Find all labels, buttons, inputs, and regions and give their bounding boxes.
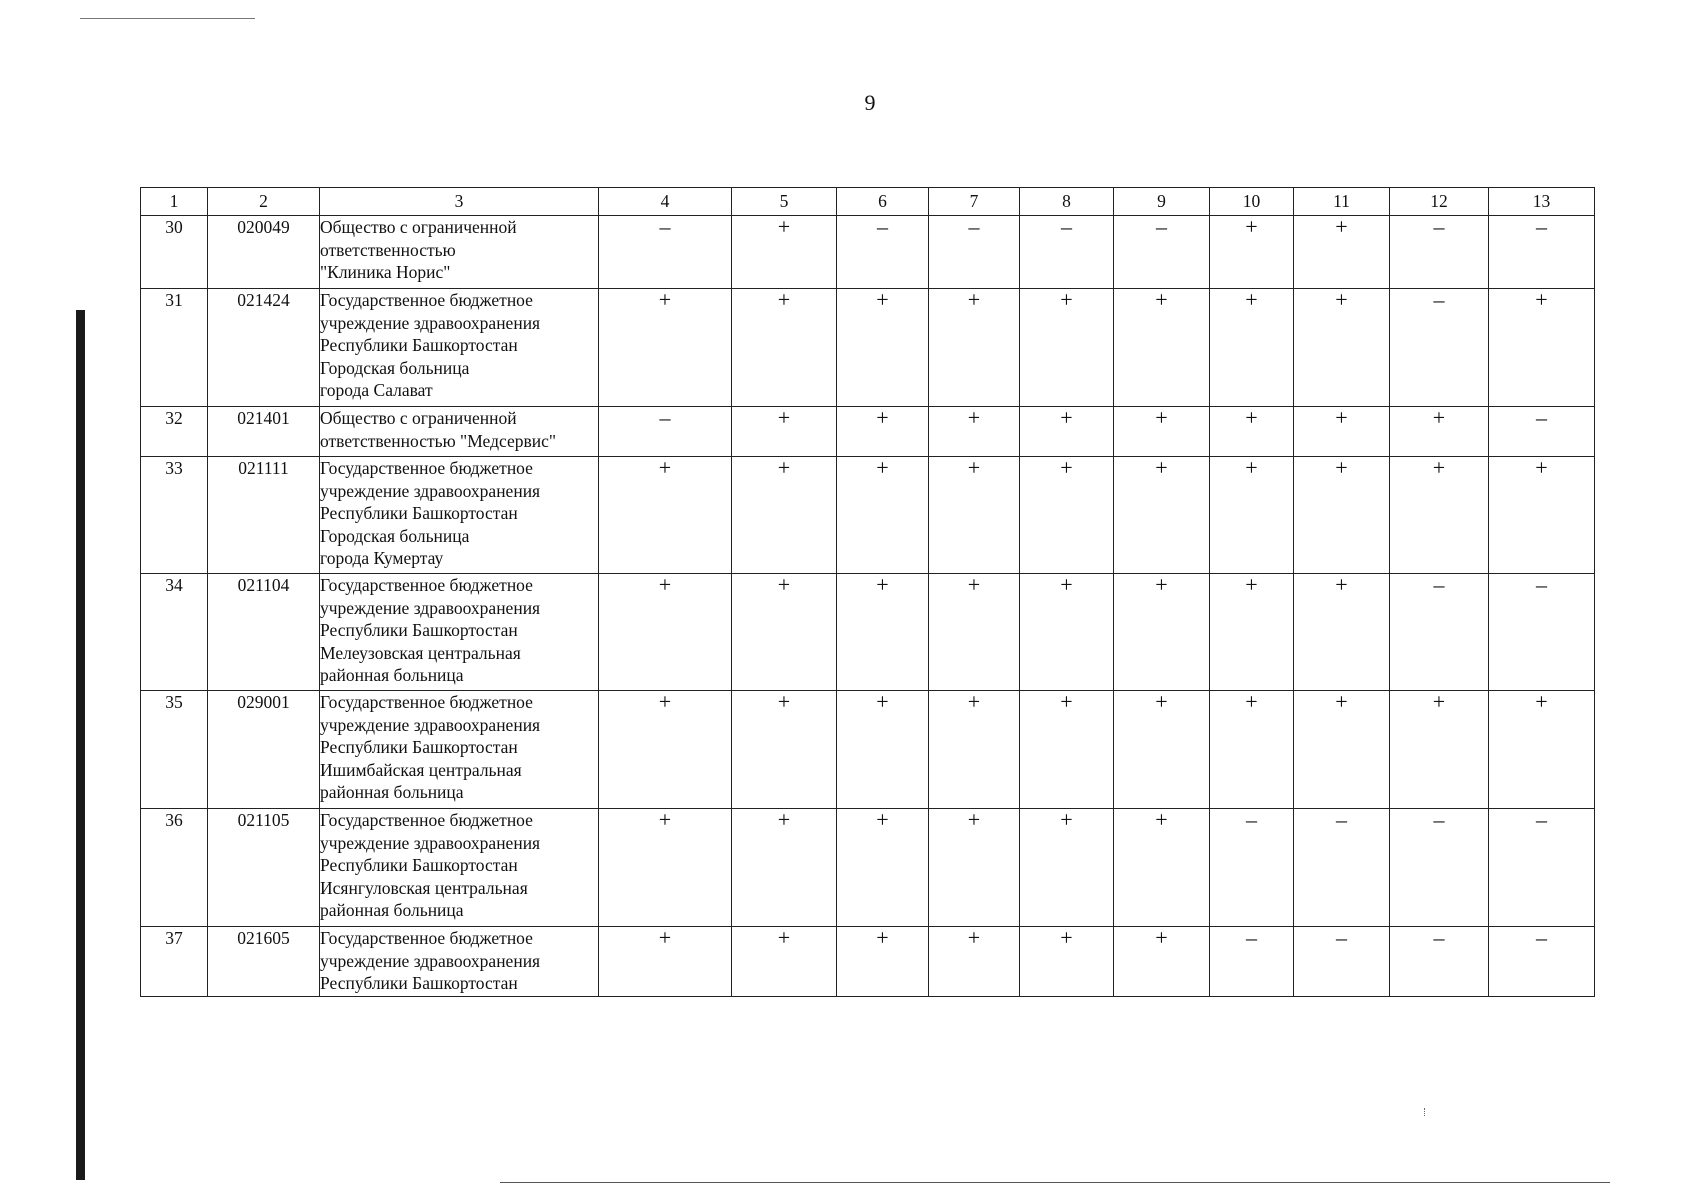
flag-cell-col-5: + xyxy=(732,809,837,927)
table-row xyxy=(141,574,1595,691)
flag-cell-col-13: + xyxy=(1489,691,1595,809)
organization-name: Государственное бюджетное учреждение здравоохранения Республики Башкортостан Городская больница города Кумертау xyxy=(320,457,599,574)
flag-cell-col-6: – xyxy=(837,216,929,289)
organization-name: Государственное бюджетное учреждение здравоохранения Республики Башкортостан Мелеузовская центральная районная больница xyxy=(320,574,599,691)
scan-binding-edge xyxy=(76,310,85,1180)
flag-cell-col-5: + xyxy=(732,289,837,407)
flag-cell-col-9: – xyxy=(1114,216,1210,289)
column-header-10: 10 xyxy=(1210,188,1294,216)
flag-cell-col-10: + xyxy=(1210,691,1294,809)
flag-cell-col-13: – xyxy=(1489,809,1595,927)
scan-bottom-rule xyxy=(500,1182,1610,1183)
row-number: 32 xyxy=(141,407,208,457)
column-header-2: 2 xyxy=(208,188,320,216)
column-header-9: 9 xyxy=(1114,188,1210,216)
organization-name: Государственное бюджетное учреждение здравоохранения Республики Башкортостан xyxy=(320,927,599,997)
flag-cell-col-12: – xyxy=(1390,574,1489,691)
flag-cell-col-4: – xyxy=(599,407,732,457)
flag-cell-col-7: + xyxy=(929,457,1020,574)
table-row xyxy=(141,457,1595,574)
flag-cell-col-7: + xyxy=(929,927,1020,997)
flag-cell-col-5: + xyxy=(732,216,837,289)
flag-cell-col-7: – xyxy=(929,216,1020,289)
table-row xyxy=(141,216,1595,289)
flag-cell-col-8: + xyxy=(1020,927,1114,997)
registry-table xyxy=(140,187,1595,997)
table-row xyxy=(141,809,1595,927)
flag-cell-col-9: + xyxy=(1114,574,1210,691)
registry-code: 021605 xyxy=(208,927,320,997)
flag-cell-col-8: + xyxy=(1020,407,1114,457)
flag-cell-col-9: + xyxy=(1114,289,1210,407)
flag-cell-col-11: – xyxy=(1294,927,1390,997)
organization-name: Общество с ограниченной ответственностью "Клиника Норис" xyxy=(320,216,599,289)
row-number: 34 xyxy=(141,574,208,691)
flag-cell-col-10: + xyxy=(1210,407,1294,457)
flag-cell-col-5: + xyxy=(732,574,837,691)
flag-cell-col-4: + xyxy=(599,574,732,691)
row-number: 33 xyxy=(141,457,208,574)
flag-cell-col-13: – xyxy=(1489,407,1595,457)
column-header-3: 3 xyxy=(320,188,599,216)
flag-cell-col-8: – xyxy=(1020,216,1114,289)
flag-cell-col-11: + xyxy=(1294,691,1390,809)
flag-cell-col-10: + xyxy=(1210,216,1294,289)
organization-name: Государственное бюджетное учреждение здравоохранения Республики Башкортостан Исянгуловская центральная районная больница xyxy=(320,809,599,927)
column-header-13: 13 xyxy=(1489,188,1595,216)
flag-cell-col-10: + xyxy=(1210,289,1294,407)
flag-cell-col-8: + xyxy=(1020,809,1114,927)
flag-cell-col-9: + xyxy=(1114,691,1210,809)
flag-cell-col-4: + xyxy=(599,927,732,997)
registry-code: 021104 xyxy=(208,574,320,691)
column-header-6: 6 xyxy=(837,188,929,216)
table-row xyxy=(141,407,1595,457)
column-header-5: 5 xyxy=(732,188,837,216)
row-number: 36 xyxy=(141,809,208,927)
flag-cell-col-7: + xyxy=(929,407,1020,457)
registry-code: 021424 xyxy=(208,289,320,407)
flag-cell-col-12: + xyxy=(1390,457,1489,574)
flag-cell-col-9: + xyxy=(1114,809,1210,927)
flag-cell-col-12: – xyxy=(1390,809,1489,927)
flag-cell-col-12: + xyxy=(1390,691,1489,809)
flag-cell-col-7: + xyxy=(929,809,1020,927)
registry-code: 020049 xyxy=(208,216,320,289)
column-header-11: 11 xyxy=(1294,188,1390,216)
flag-cell-col-6: + xyxy=(837,809,929,927)
column-header-7: 7 xyxy=(929,188,1020,216)
table-row xyxy=(141,927,1595,997)
flag-cell-col-4: + xyxy=(599,809,732,927)
table-row xyxy=(141,691,1595,809)
column-header-4: 4 xyxy=(599,188,732,216)
flag-cell-col-4: – xyxy=(599,216,732,289)
flag-cell-col-4: + xyxy=(599,289,732,407)
flag-cell-col-7: + xyxy=(929,289,1020,407)
row-number: 30 xyxy=(141,216,208,289)
flag-cell-col-11: + xyxy=(1294,289,1390,407)
scan-speck xyxy=(1424,1108,1427,1116)
flag-cell-col-7: + xyxy=(929,691,1020,809)
flag-cell-col-6: + xyxy=(837,457,929,574)
flag-cell-col-12: – xyxy=(1390,289,1489,407)
flag-cell-col-8: + xyxy=(1020,691,1114,809)
flag-cell-col-11: + xyxy=(1294,457,1390,574)
flag-cell-col-6: + xyxy=(837,927,929,997)
flag-cell-col-10: + xyxy=(1210,574,1294,691)
flag-cell-col-9: + xyxy=(1114,457,1210,574)
flag-cell-col-8: + xyxy=(1020,457,1114,574)
registry-code: 021105 xyxy=(208,809,320,927)
flag-cell-col-4: + xyxy=(599,691,732,809)
registry-code: 021111 xyxy=(208,457,320,574)
column-header-8: 8 xyxy=(1020,188,1114,216)
flag-cell-col-6: + xyxy=(837,407,929,457)
flag-cell-col-7: + xyxy=(929,574,1020,691)
flag-cell-col-5: + xyxy=(732,407,837,457)
flag-cell-col-11: + xyxy=(1294,216,1390,289)
flag-cell-col-8: + xyxy=(1020,289,1114,407)
registry-code: 021401 xyxy=(208,407,320,457)
flag-cell-col-11: + xyxy=(1294,407,1390,457)
flag-cell-col-13: – xyxy=(1489,574,1595,691)
page-number: 9 xyxy=(864,90,876,115)
header-row xyxy=(141,188,1595,216)
scan-top-rule xyxy=(80,18,255,19)
row-number: 31 xyxy=(141,289,208,407)
flag-cell-col-12: – xyxy=(1390,927,1489,997)
organization-name: Общество с ограниченной ответственностью "Медсервис" xyxy=(320,407,599,457)
flag-cell-col-9: + xyxy=(1114,927,1210,997)
flag-cell-col-5: + xyxy=(732,927,837,997)
flag-cell-col-9: + xyxy=(1114,407,1210,457)
flag-cell-col-10: – xyxy=(1210,927,1294,997)
flag-cell-col-6: + xyxy=(837,289,929,407)
column-header-12: 12 xyxy=(1390,188,1489,216)
column-header-1: 1 xyxy=(141,188,208,216)
registry-code: 029001 xyxy=(208,691,320,809)
flag-cell-col-8: + xyxy=(1020,574,1114,691)
row-number: 35 xyxy=(141,691,208,809)
flag-cell-col-5: + xyxy=(732,457,837,574)
flag-cell-col-11: – xyxy=(1294,809,1390,927)
flag-cell-col-13: – xyxy=(1489,927,1595,997)
flag-cell-col-10: + xyxy=(1210,457,1294,574)
flag-cell-col-13: + xyxy=(1489,289,1595,407)
flag-cell-col-12: – xyxy=(1390,216,1489,289)
flag-cell-col-13: – xyxy=(1489,216,1595,289)
organization-name: Государственное бюджетное учреждение здравоохранения Республики Башкортостан Городская больница города Салават xyxy=(320,289,599,407)
flag-cell-col-12: + xyxy=(1390,407,1489,457)
flag-cell-col-5: + xyxy=(732,691,837,809)
table-row xyxy=(141,289,1595,407)
flag-cell-col-10: – xyxy=(1210,809,1294,927)
flag-cell-col-6: + xyxy=(837,691,929,809)
flag-cell-col-6: + xyxy=(837,574,929,691)
flag-cell-col-13: + xyxy=(1489,457,1595,574)
flag-cell-col-11: + xyxy=(1294,574,1390,691)
flag-cell-col-4: + xyxy=(599,457,732,574)
row-number: 37 xyxy=(141,927,208,997)
organization-name: Государственное бюджетное учреждение здравоохранения Республики Башкортостан Ишимбайская центральная районная больница xyxy=(320,691,599,809)
